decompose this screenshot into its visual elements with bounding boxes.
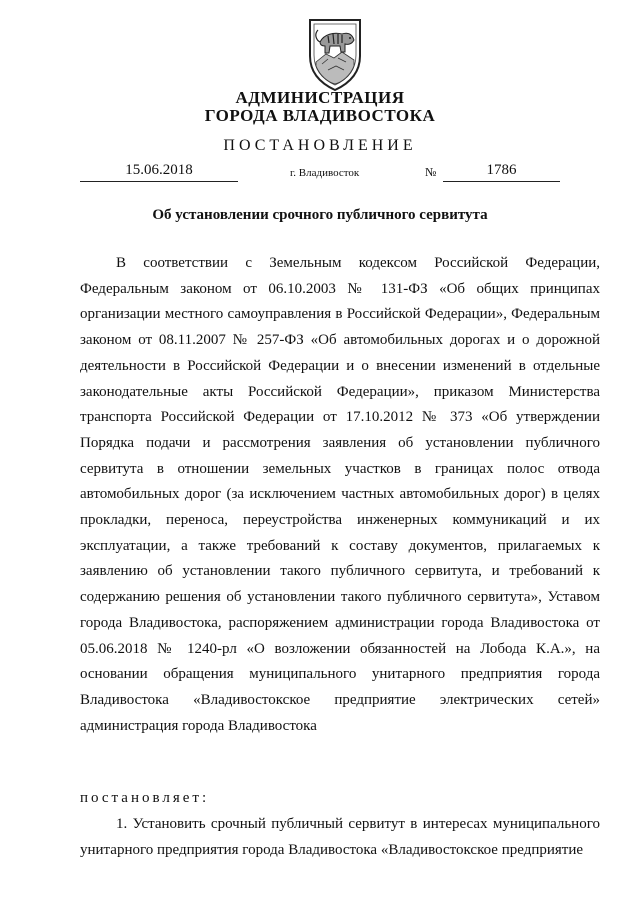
- preamble-paragraph: В соответствии с Земельным кодексом Российской Федерации, Федеральным законом от 06.10.2003 № 131-ФЗ «Об общих принципах организации местного самоуправления в Российской Федерации», Федеральным законом от 08.11.2007 № 257-ФЗ «Об автомобильных дорогах и о дорожной деятельности в Российской Федерации и о внесении изменений в отдельные законодательные акты Российской Федерации», приказом Министерства транспорта Российской Федерации от 17.10.2012 № 373 «Об утверждении Порядка подачи и рассмотрения заявления об установлении публичного сервитута в отношении земельных участков в границах полос отвода автомобильных дорог (за исключением частных автомобильных дорог) в целях прокладки, переноса, переустройства инженерных коммуникаций и их эксплуатации, а также требований к составу документов, прилагаемых к заявлению об установлении такого публичного сервитута, и требований к содержанию решения об установлении такого публичного сервитута», Уставом города Владивостока, распоряжением администрации города Владивостока от 05.06.2018 № 1240-рл «О возложении обязанностей на Лобода К.А.», на основании обращения муниципального унитарного предприятия города Владивостока «Владивостокское предприятие электрических сетей» администрация города Владивостока: [80, 255, 600, 734]
- number-sign: №: [425, 165, 437, 179]
- document-date: 15.06.2018: [80, 162, 238, 182]
- decree-word: постановляет:: [80, 790, 210, 806]
- organization-name-line2: ГОРОДА ВЛАДИВОСТОКА: [204, 106, 436, 125]
- document-city: г. Владивосток: [290, 167, 360, 179]
- document-type: ПОСТАНОВЛЕНИЕ: [223, 137, 417, 154]
- document-title: Об установлении срочного публичного сервитута: [152, 207, 488, 223]
- clause-1-paragraph: 1. Установить срочный публичный сервитут в интересах муниципального унитарного предприятия города Владивостока «Владивостокское предприятие: [80, 816, 600, 858]
- city-coat-of-arms-icon: [298, 12, 372, 92]
- organization-name-line1: АДМИНИСТРАЦИЯ: [235, 88, 405, 107]
- document-number: 1786: [443, 162, 560, 182]
